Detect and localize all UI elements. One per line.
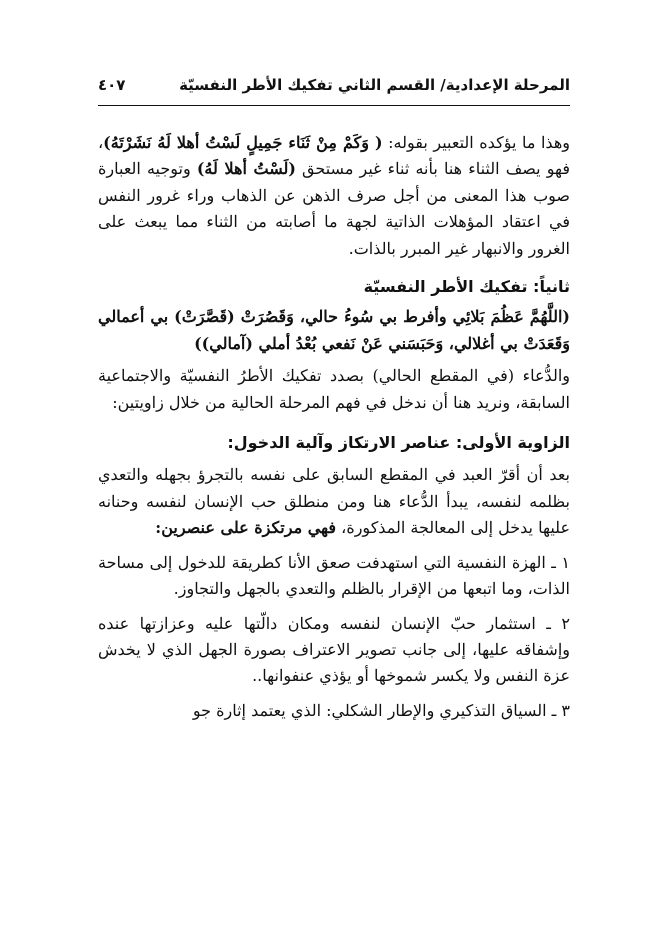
subsection-heading: الزاوية الأولى: عناصر الارتكاز وآلية الدخول: xyxy=(227,433,570,453)
list-item-1: ١ ـ الهزة النفسية التي استهدفت صعق الأنا كطريقة للدخول إلى مساحة الذات، وما اتبعها من الإقرار بالظلم والتعدي بالجهل والتجاوز. xyxy=(98,552,570,599)
page-body xyxy=(98,130,570,724)
paragraph-thanaa-rest: وتوجيه العبارة صوب هذا المعنى من أجل صرف الذهن عن الذهاب وراء غرور النفس في اعتقاد المؤهلات الذاتية لجهة ما أصابته من الثناء مما يبعث على الغرور والانبهار غير المبرر بالذات. xyxy=(98,159,571,258)
list-item-3: ٣ ـ السياق التذكيري والإطار الشكلي: الذي يعتمد إثارة جو xyxy=(192,700,570,720)
quran-quote: ( وَكَمْ مِنْ ثَنَاء جَمِيلٍ لَسْتُ أهلا لَهُ نَشَرْتَهُ) xyxy=(103,133,383,152)
paragraph-thanaa xyxy=(98,130,570,262)
running-header xyxy=(98,72,570,98)
paragraph-thanaa-intro: وهذا ما يؤكده التعبير بقوله: xyxy=(382,133,570,152)
paragraph-intro-angles: والدُّعاء (في المقطع الحالي) بصدد تفكيك الأطرُ النفسيّة والاجتماعية السابقة، ونريد هنا أن ندخل في فهم المرحلة الحالية من خلال زاويتين: xyxy=(98,366,570,412)
paragraph-thanaa-mid: ، فهو يصف الثناء هنا بأنه ثناء غير مستحق xyxy=(98,133,570,179)
prayer-quote: (اللَّهُمَّ عَظُمَ بَلائِي وأفرط بي سُوءُ حالي، وَقَصُرَتْ (قَصَّرَتْ) بي أعمالي وَقَعَدَتْ بي أغلالي، وَحَبَسَني عَنْ نَفعي بُعْدُ أملي (آمالي)) xyxy=(98,307,570,353)
quoted-phrase: (لَسْتُ أهلا لَهُ) xyxy=(196,159,296,179)
paragraph-first-angle xyxy=(98,462,570,541)
list-item-2: ٢ ـ استثمار حبّ الإنسان لنفسه ومكان دالّتها عليه وعزازتها عنده وإشفاقه عليها، إلى جانب تصوير الاعتراف بصورة الجهل الذي لا يخدش عزة النفس ولا يكسر شموخها أو يؤذي عنفوانها.. xyxy=(98,613,570,686)
paragraph-first-angle-bold: فهي مرتكزة على عنصرين: xyxy=(155,518,337,538)
header-rule xyxy=(98,105,570,106)
page-number: ٤٠٧ xyxy=(98,76,126,94)
header-title: المرحلة الإعدادية/ القسم الثاني تفكيك الأطر النفسيّة xyxy=(179,76,570,94)
section-heading: ثانياً: تفكيك الأطر النفسيّة xyxy=(363,277,570,297)
paragraph-first-angle-text: بعد أن أقرّ العبد في المقطع السابق على نفسه بالتجرؤ بجهله والتعدي بظلمه لنفسه، يبدأ الدُّعاء هنا ومن منطلق حب الإنسان لنفسه وحنانه عليها يدخل إلى المعالجة المذكورة، xyxy=(98,465,570,538)
